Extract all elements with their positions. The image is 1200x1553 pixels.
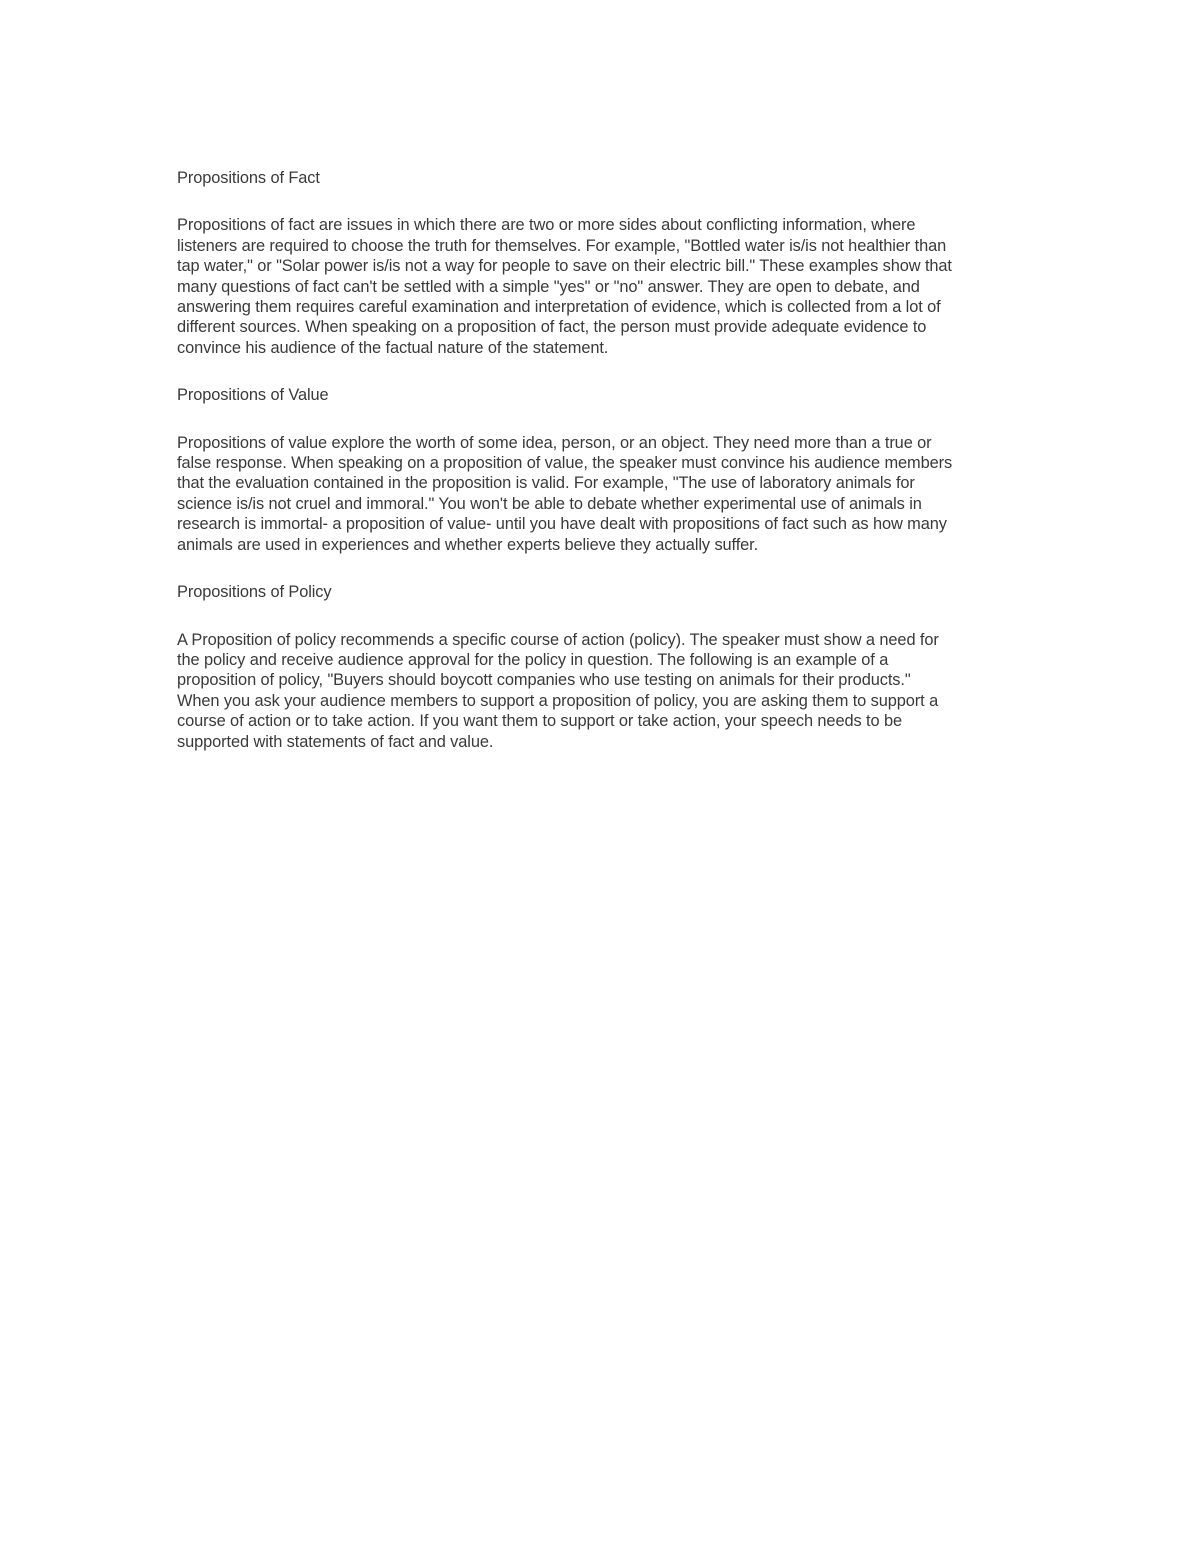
section-paragraph xyxy=(177,215,1027,358)
section-paragraph xyxy=(177,433,1027,555)
paragraph-line: When you ask your audience members to support a proposition of policy, you are asking them to support a xyxy=(177,691,939,710)
paragraph-line: false response. When speaking on a proposition of value, the speaker must convince his audience members xyxy=(177,454,953,473)
section-heading: Propositions of Fact xyxy=(177,169,320,187)
paragraph-line: proposition of policy, "Buyers should boycott companies who use testing on animals for their products." xyxy=(177,671,911,690)
paragraph-line: science is/is not cruel and immoral." You won't be able to debate whether experimental use of animals in xyxy=(177,494,922,513)
paragraph-line: tap water," or "Solar power is/is not a way for people to save on their electric bill." These examples show that xyxy=(177,257,952,276)
paragraph-line: that the evaluation contained in the proposition is valid. For example, "The use of laboratory animals for xyxy=(177,474,915,493)
section-policy xyxy=(177,582,1027,752)
paragraph-line: Propositions of fact are issues in which there are two or more sides about conflicting information, where xyxy=(177,216,916,235)
paragraph-line: the policy and receive audience approval for the policy in question. The following is an example of a xyxy=(177,650,889,669)
paragraph-line: Propositions of value explore the worth of some idea, person, or an object. They need more than a true or xyxy=(177,433,932,452)
paragraph-line: course of action or to take action. If you want them to support or take action, your speech needs to be xyxy=(177,712,902,731)
paragraph-line: answering them requires careful examination and interpretation of evidence, which is collected from a lot of xyxy=(177,298,941,317)
section-heading: Propositions of Value xyxy=(177,386,329,405)
section-value xyxy=(177,385,1027,555)
paragraph-line: research is immortal- a proposition of value- until you have dealt with propositions of fact such as how many xyxy=(177,515,947,534)
section-heading: Propositions of Policy xyxy=(177,583,332,602)
paragraph-line: animals are used in experiences and whether experts believe they actually suffer. xyxy=(177,535,759,554)
paragraph-line: A Proposition of policy recommends a specific course of action (policy). The speaker must show a need for xyxy=(177,630,939,649)
paragraph-line: different sources. When speaking on a proposition of fact, the person must provide adequate evidence to xyxy=(177,318,927,337)
paragraph-line: supported with statements of fact and value. xyxy=(177,732,494,751)
section-fact xyxy=(177,168,1027,358)
paragraph-line: many questions of fact can't be settled with a simple "yes" or "no" answer. They are open to debate, and xyxy=(177,277,920,296)
section-paragraph xyxy=(177,630,1027,752)
paragraph-line: listeners are required to choose the truth for themselves. For example, "Bottled water is/is not healthier than xyxy=(177,236,947,255)
document-body xyxy=(177,168,1027,779)
paragraph-line: convince his audience of the factual nature of the statement. xyxy=(177,338,609,357)
